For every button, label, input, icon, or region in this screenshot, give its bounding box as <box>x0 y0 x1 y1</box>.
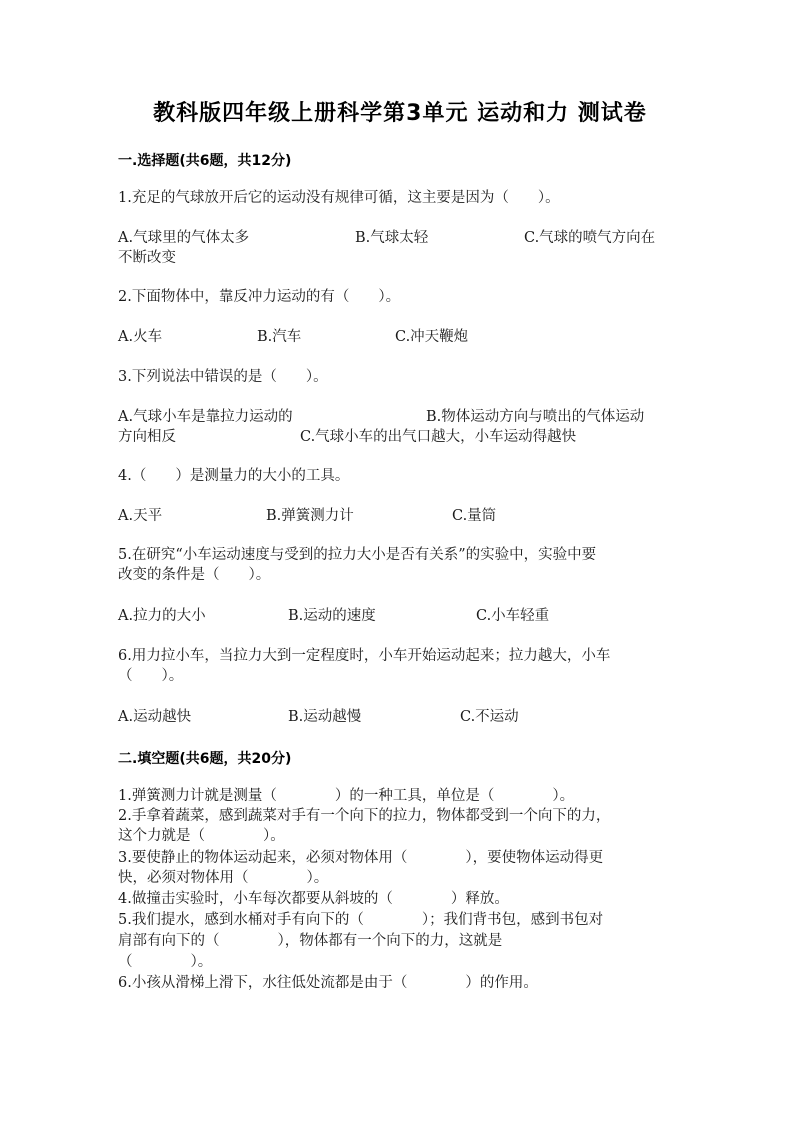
question-2-option-b: B.汽车 <box>257 329 302 345</box>
fill-line: 1.弹簧测力计就是测量（ ）的一种工具，单位是（ ）。 <box>118 788 575 804</box>
question-4-option-a: A.天平 <box>118 508 163 524</box>
fill-line: 3.要使静止的物体运动起来，必须对物体用（ ），要使物体运动得更 <box>118 850 604 866</box>
fill-line: 4.做撞击实验时，小车每次都要从斜坡的（ ）释放。 <box>118 891 509 907</box>
question-3-stem: 3.下列说法中错误的是（ ）。 <box>118 369 328 385</box>
question-1-option-c: C.气球的喷气方向在 <box>524 230 656 246</box>
question-3-option-b: B.物体运动方向与喷出的气体运动 <box>426 409 645 425</box>
question-6-stem-line2: （ ）。 <box>118 668 184 684</box>
question-1-option-c-cont: 不断改变 <box>118 250 176 266</box>
question-5-option-a: A.拉力的大小 <box>118 608 206 624</box>
question-4-option-c: C.量筒 <box>452 508 497 524</box>
fill-line: （ ）。 <box>118 954 213 970</box>
fill-line: 2.手拿着蔬菜，感到蔬菜对手有一个向下的拉力，物体都受到一个向下的力， <box>118 808 611 824</box>
question-1-option-a: A.气球里的气体太多 <box>118 230 250 246</box>
question-5-option-c: C.小车轻重 <box>476 608 550 624</box>
question-1-option-b: B.气球太轻 <box>355 230 429 246</box>
fill-line: 肩部有向下的（ ），物体都有一个向下的力，这就是 <box>118 933 503 949</box>
section-heading-choice: 一.选择题(共6题，共12分) <box>118 153 292 169</box>
fill-line: 快，必须对物体用（ ）。 <box>118 870 329 886</box>
question-6-option-c: C.不运动 <box>460 709 519 725</box>
fill-line: 6.小孩从滑梯上滑下，水往低处流都是由于（ ）的作用。 <box>118 975 538 991</box>
question-4-stem: 4.（ ）是测量力的大小的工具。 <box>118 468 350 484</box>
question-5-stem-line2: 改变的条件是（ ）。 <box>118 567 271 583</box>
question-4-option-b: B.弹簧测力计 <box>266 508 354 524</box>
question-3-option-b-cont: 方向相反 <box>118 429 176 445</box>
question-2-option-c: C.冲天鞭炮 <box>395 329 469 345</box>
question-5-stem-line1: 5.在研究“小车运动速度与受到的拉力大小是否有关系”的实验中，实验中要 <box>118 547 597 563</box>
question-3-option-a: A.气球小车是靠拉力运动的 <box>118 409 293 425</box>
question-6-option-b: B.运动越慢 <box>288 709 362 725</box>
fill-line: 5.我们提水，感到水桶对手有向下的（ ）；我们背书包，感到书包对 <box>118 912 604 928</box>
question-6-stem-line1: 6.用力拉小车，当拉力大到一定程度时，小车开始运动起来；拉力越大，小车 <box>118 648 611 664</box>
question-6-option-a: A.运动越快 <box>118 709 192 725</box>
question-5-option-b: B.运动的速度 <box>288 608 376 624</box>
question-2-stem: 2.下面物体中，靠反冲力运动的有（ ）。 <box>118 289 401 305</box>
question-2-option-a: A.火车 <box>118 329 163 345</box>
fill-line: 这个力就是（ ）。 <box>118 828 285 844</box>
section-heading-fill: 二.填空题(共6题，共20分) <box>118 751 292 767</box>
page-title: 教科版四年级上册科学第3单元 运动和力 测试卷 <box>153 101 647 126</box>
question-3-option-c: C.气球小车的出气口越大，小车运动得越快 <box>300 429 577 445</box>
question-1-stem: 1.充足的气球放开后它的运动没有规律可循，这主要是因为（ ）。 <box>118 190 560 206</box>
